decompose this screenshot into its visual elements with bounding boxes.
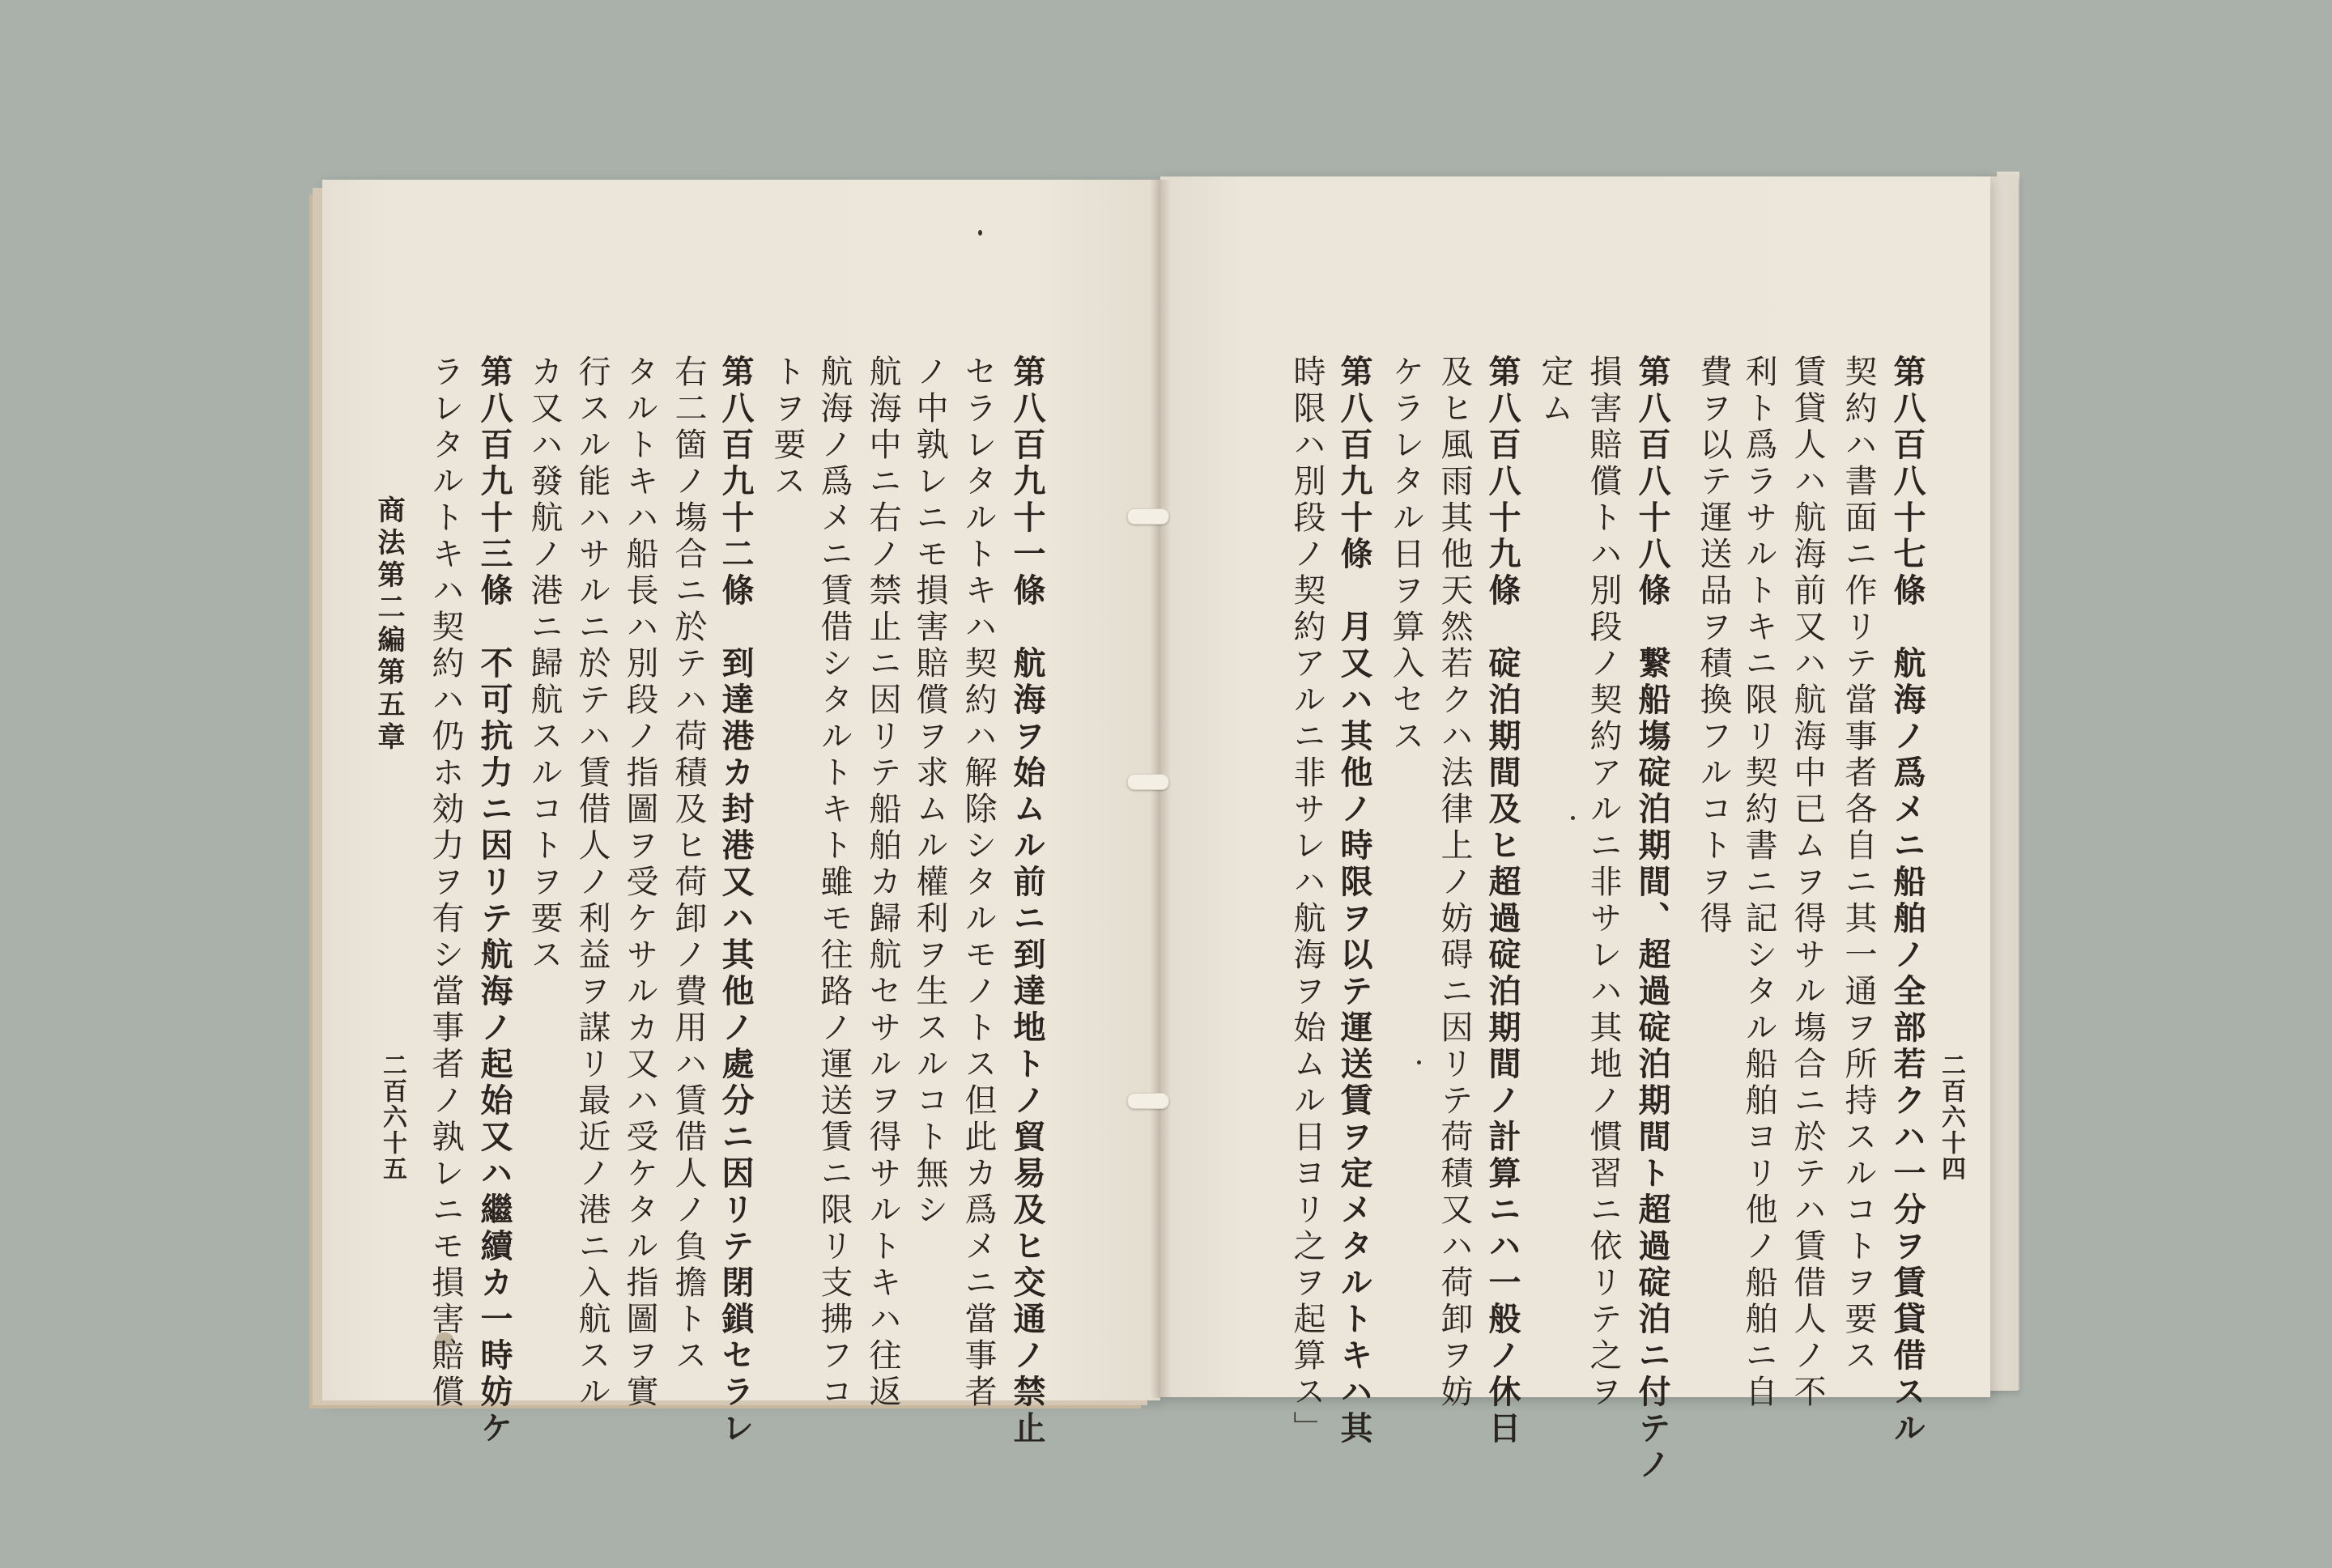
article-889-heading-line: 第八百八十九條 碇泊期間及ヒ超過碇泊期間ノ計算ニハ一般ノ休日 [1483, 355, 1521, 1447]
text-line: 契約ハ書面ニ作リテ當事者各自ニ其一通ヲ所持スルコトヲ要ス [1840, 355, 1877, 1375]
article-892-heading-line: 第八百九十二條 到達港カ封港又ハ其他ノ處分ニ因リテ閉鎖セラレ [717, 355, 755, 1447]
article-893-heading-line: 第八百九十三條 不可抗力ニ因リテ航海ノ起始又ハ繼續カ一時妨ケ [475, 355, 513, 1447]
paper-speck [1417, 1060, 1421, 1064]
running-title: 商法第二編第五章 [372, 495, 405, 754]
binding-thread [1127, 774, 1169, 790]
text-line: ラレタルトキハ契約ハ仍ホ効力ヲ有シ當事者ノ孰レニモ損害賠償 [427, 355, 464, 1411]
paper-speck [978, 230, 982, 236]
text-line: ケラレタル日ヲ算入セス [1387, 355, 1424, 755]
text-line: カ又ハ發航ノ港ニ歸航スルコトヲ要ス [526, 355, 563, 974]
text-line: 定ム [1536, 355, 1573, 427]
text-line: 損害賠償トハ別段ノ契約アルニ非サレハ其地ノ慣習ニ依リテ之ヲ [1585, 355, 1622, 1411]
text-line: 航海中ニ右ノ禁止ニ因リテ船舶カ歸航セサルヲ得サルトキハ往返 [864, 355, 901, 1411]
binding-thread [1127, 508, 1169, 525]
text-line: 及ヒ風雨其他天然若クハ法律上ノ妨碍ニ因リテ荷積又ハ荷卸ヲ妨 [1436, 355, 1473, 1411]
text-line: セラレタルトキハ契約ハ解除シタルモノトス但此カ爲メニ當事者 [960, 355, 997, 1411]
text-line: 時限ハ別段ノ契約アルニ非サレハ航海ヲ始ムル日ヨリ之ヲ起算ス」 [1288, 355, 1326, 1447]
text-line: 右二箇ノ塲合ニ於テハ荷積及ヒ荷卸ノ費用ハ賃借人ノ負擔トス [670, 355, 707, 1375]
text-line: 行スル能ハサルニ於テハ賃借人ノ利益ヲ謀リ最近ノ港ニ入航スル [573, 355, 611, 1411]
text-line: トヲ要ス [768, 355, 806, 500]
text-line: ノ中孰レニモ損害賠償ヲ求ムル權利ヲ生スルコト無シ [911, 355, 948, 1229]
page-number: 二百六十五 [378, 1052, 406, 1182]
article-887-heading-line: 第八百八十七條 航海ノ爲メニ船舶ノ全部若クハ一分ヲ賃貸借スル [1888, 355, 1926, 1447]
text-line: 費ヲ以テ運送品ヲ積換フルコトヲ得 [1695, 355, 1732, 937]
text-line: 利ト爲ラサルトキニ限リ契約書ニ記シタル船舶ヨリ他ノ船舶ニ自 [1740, 355, 1777, 1411]
text-line: 賃貸人ハ航海前又ハ航海中已ムヲ得サル塲合ニ於テハ賃借人ノ不 [1789, 355, 1826, 1411]
article-888-heading-line: 第八百八十八條 繋船塲碇泊期間、超過碇泊期間ト超過碇泊ニ付テノ [1633, 355, 1671, 1484]
page-number: 二百六十四 [1937, 1052, 1965, 1182]
paper-speck [1571, 816, 1575, 820]
text-line: 航海ノ爲メニ賃借シタルトキト雖モ往路ノ運送賃ニ限リ支拂フコ [815, 355, 853, 1411]
binding-thread [1127, 1093, 1169, 1109]
article-890-heading-line: 第八百九十條 月又ハ其他ノ時限ヲ以テ運送賃ヲ定メタルトキハ其 [1335, 355, 1373, 1447]
text-line: タルトキハ船長ハ別段ノ指圖ヲ受ケサルカ又ハ受ケタル指圖ヲ實 [621, 355, 658, 1411]
article-891-heading-line: 第八百九十一條 航海ヲ始ムル前ニ到達地トノ貿易及ヒ交通ノ禁止 [1008, 355, 1046, 1447]
